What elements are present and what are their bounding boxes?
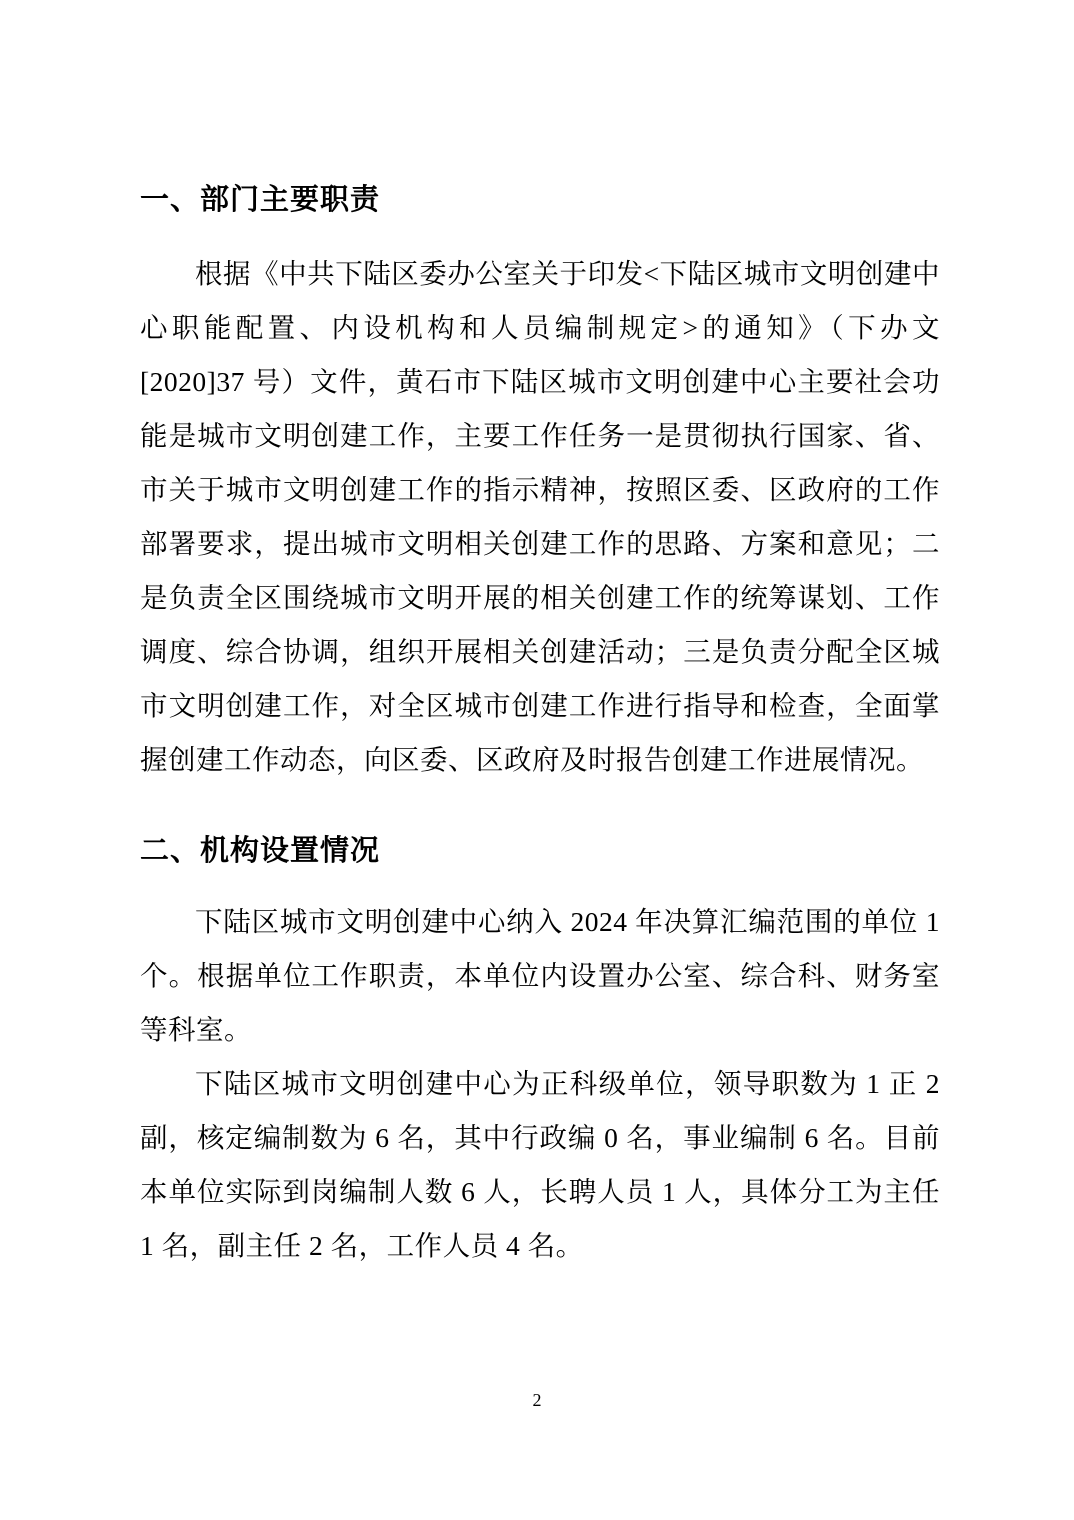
section-organization-paragraph-1: 下陆区城市文明创建中心纳入 2024 年决算汇编范围的单位 1 个。根据单位工作职责，本单位内设置办公室、综合科、财务室等科室。 bbox=[140, 906, 940, 1046]
section-heading-organization: 二、机构设置情况 bbox=[140, 834, 381, 867]
section-duties-paragraph-1: 根据《中共下陆区委办公室关于印发<下陆区城市文明创建中心职能配置、内设机构和人员编制规定>的通知》（下办文[2020]37 号）文件，黄石市下陆区城市文明创建中心主要社会功能是城市文明创建工作，主要工作任务一是贯彻执行国家、省、市关于城市文明创建工作的指示精神，按照区委、区政府的工作部署要求，提出城市文明相关创建工作的思路、方案和意见；二是负责全区围绕城市文明开展的相关创建工作的统筹谋划、工作调度、综合协调，组织开展相关创建活动；三是负责分配全区城市文明创建工作，对全区城市创建工作进行指导和检查，全面掌握创建工作动态，向区委、区政府及时报告创建工作进展情况。 bbox=[140, 257, 940, 775]
page-number: 2 bbox=[532, 1390, 542, 1410]
document-body bbox=[140, 180, 940, 1273]
section-organization-paragraph-2: 下陆区城市文明创建中心为正科级单位，领导职数为 1 正 2 副，核定编制数为 6 名，其中行政编 0 名，事业编制 6 名。目前本单位实际到岗编制人数 6 人，长聘人员 1 人，具体分工为主任 1 名，副主任 2 名，工作人员 4 名。 bbox=[140, 1068, 940, 1262]
section-heading-duties: 一、部门主要职责 bbox=[140, 184, 381, 216]
